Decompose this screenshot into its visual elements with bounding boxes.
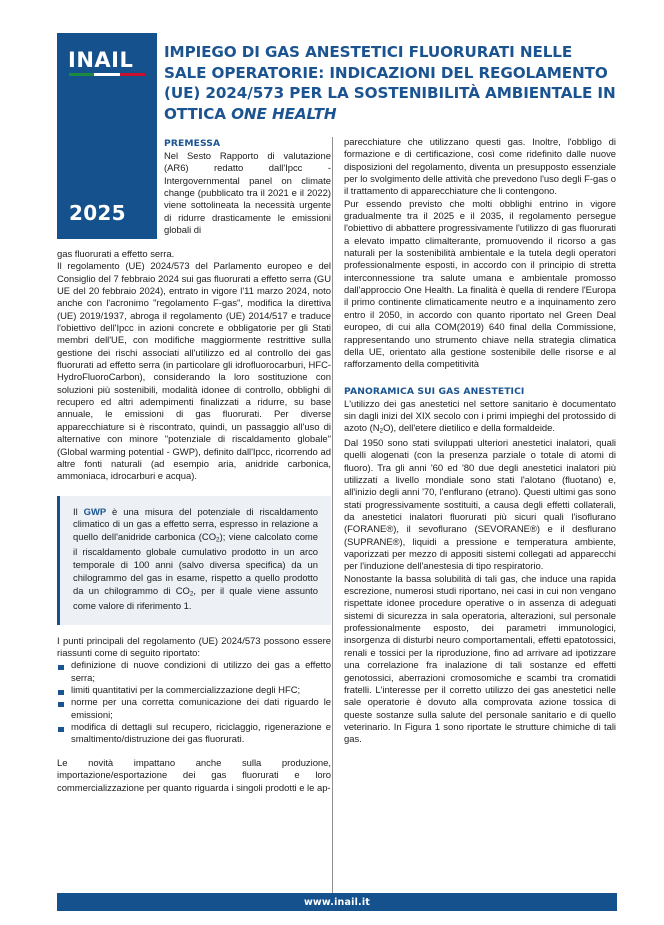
flag-green-stripe	[69, 73, 94, 76]
heading-panoramica: PANORAMICA SUI GAS ANESTETICI	[344, 385, 525, 397]
callout-accent-bar	[57, 496, 60, 625]
title-line-4: OTTICA	[164, 104, 232, 123]
masthead-block	[57, 33, 157, 239]
paragraph-regolamento: Il regolamento (UE) 2024/573 del Parlamento europeo e del Consiglio del 7 febbraio 2024 sui gas fluorurati a effetto serra (GU UE del 20 febbraio 2024), entrato in vigore l'11 marzo 2024, noto anche con l'acronimo "regolamento F-gas", modifica la direttiva (UE) 2019/1937, abroga il regolamento (UE) 2014/517 e traduce l'obiettivo dell'Ipcc in azioni concrete e obbligatorie per gli Stati membri dell'UE, con modifiche maggiormente restrittive sulla gestione dei rischi associati all'utilizzo ed al controllo dei gas fluorurati ad effetto serra (in particolare gli idrofluorocarburi, HFC-HydroFluoroCarbon), considerando la loro sostituzione con soluzioni più sostenibili, modalità idonee di controllo, obblighi di recupero ed altri adempimenti finalizzati a ridurre, su base annuale, le emissioni di gas fluorurati. Per diverse apparecchiature si è riscontrato, quindi, un passaggio all'uso di alternative con minore "potenziale di riscaldamento globale" (Global warming potential - GWP), definito dall'Ipcc, ricorrendo ad altre fonti naturali (ad esempio aria, anidride carbonica, ammoniaca, idrocarburi e acqua).	[57, 261, 331, 483]
callout-subscript-2: 2	[189, 590, 194, 598]
paragraph-utilizzo-part-2: O), dell'etere dietilico e della formaldeide.	[383, 423, 555, 435]
heading-premessa: PREMESSA	[164, 138, 221, 149]
footer-bar	[57, 893, 617, 911]
n2o-subscript: 2	[379, 427, 384, 435]
paragraph-premessa-continuation: gas fluorurati a effetto serra.	[57, 249, 175, 260]
spacer	[57, 747, 331, 758]
list-item: definizione di nuove condizioni di utilizzo dei gas a effetto serra;	[57, 660, 331, 685]
paragraph-premessa-indented: Nel Sesto Rapporto di valutazione (AR6) redatto dall'Ipcc - Intergovernmental panel on climate change (pubblicato tra il 2021 e il 2022) viene sottolineata la necessità urgente di ridurre drasticamente le emissioni globali di	[164, 151, 331, 237]
spacer	[57, 625, 331, 636]
right-column-body	[344, 137, 616, 747]
list-item: limiti quantitativi per la commercializzazione degli HFC;	[57, 685, 331, 697]
left-column-body	[57, 249, 331, 795]
callout-body-2: ); viene calcolato come il riscaldamento globale cumulativo prodotto in un arco temporale di 100 anni (salvo diversa specifica) da un chilogrammo del gas in esame, rispetto a quello prodotto da un chilogrammo di CO	[73, 532, 318, 597]
publication-year: 2025	[69, 201, 126, 225]
callout-subscript-1: 2	[216, 536, 220, 544]
inail-logo-text: INAIL	[68, 48, 134, 72]
italian-flag-rule-icon	[69, 73, 145, 76]
title-line-3: (UE) 2024/573 PER LA SOSTENIBILITÀ AMBIENTALE IN	[164, 84, 616, 102]
paragraph-utilizzo-part-1: L'utilizzo dei gas anestetici nel settore sanitario è documentato sin dagli inizi del XIX secolo con i primi impieghi del protossido di azoto (N	[344, 398, 616, 435]
paragraph-punti-intro: I punti principali del regolamento (UE) 2024/573 possono essere riassunti come di seguito riportato:	[57, 635, 331, 660]
title-line-2: SALE OPERATORIE: INDICAZIONI DEL REGOLAMENTO	[164, 63, 608, 82]
title-line-4-italic: ONE HEALTH	[231, 104, 337, 123]
left-column-top	[164, 137, 331, 237]
paragraph-novita: Le novità impattano anche sulla produzione, importazione/esportazione dei gas fluorurati e loro commercializzazione per quanto riguarda i singoli prodotti e le ap-	[57, 757, 331, 794]
callout-lead: Il	[73, 506, 84, 518]
title-line-1: IMPIEGO DI GAS ANESTETICI FLUORURATI NELLE	[164, 43, 573, 61]
gwp-definition-callout	[57, 496, 331, 625]
inail-logo-icon	[68, 49, 146, 79]
page-title	[164, 42, 616, 124]
flag-red-stripe	[120, 73, 145, 76]
list-item: norme per una corretta comunicazione dei dati riguardo le emissioni;	[57, 697, 331, 722]
paragraph-nonostante: Nonostante la bassa solubilità di tali gas, che induce una rapida escrezione, numerosi studi riportano, nei casi in cui non vengano rispettate idonee procedure operative o in assenza di adeguati sistemi di sicurezza in sala operatoria, alterazioni, sul personale professionalmente esposto, dei parametri immunologici, insorgenza di disturbi neuro comportamentali, effetti epatotossici, renali e tossici per la riproduzione, fino ad arrivare ad ipotizzare una correlazione fra inalazione di tali sostanze ed effetti genotossici, aberrazioni cromosomiche e scambi tra cromatidi fratelli. L'interesse per il corretto utilizzo dei gas anestetici nelle sale operatorie è dovuto alla comprovata azione tossica di queste sostanze sulla salute del personale sanitario e di quello veterinario. In Figura 1 sono riportate le strutture chimiche di tali gas.	[344, 573, 616, 746]
callout-body-1: è una misura del potenziale di riscaldamento climatico di un gas a effetto serra, espresso in relazione a quello dell'anidride carbonica (CO	[73, 506, 318, 544]
list-item: modifica di dettagli sul recupero, riciclaggio, rigenerazione e smaltimento/distruzione dei gas fluorurati.	[57, 722, 331, 747]
callout-body-3: , per il quale viene assunto come valore di riferimento 1.	[73, 585, 319, 612]
paragraph-pur-essendo: Pur essendo previsto che molti obblighi entrino in vigore gradualmente tra il 2025 e il 2035, il regolamento persegue l'obiettivo di abbattere progressivamente l'utilizzo di gas fluorurati a elevato impatto climalterante, promuovendo il ricorso a gas naturali per la sostenibilità ambientale e la tutela degli operatori professionalmente esposti, in accordo con il principio di stretta interconnessione tra salute umana e ambientale promosso dall'approccio One Health. La finalità è quella di rendere l'Europa il primo continente climaticamente neutro e a inquinamento zero entro il 2050, in accordo con quanto riportato nel Green Deal europeo, di cui alla COM(2019) 640 final della Commissione, rappresentando uno strumento chiave nella strategia climatica della UE, orientato alla gestione sostenibile delle risorse e al rafforzamento della competitività	[344, 198, 616, 371]
paragraph-dal-1950: Dal 1950 sono stati sviluppati ulteriori anestetici inalatori, quali quelli alogenati (con la presenza parziale o totale di atomi di fluoro). Tra gli anni '60 ed '80 due degli anestetici inalatori più utilizzati a livello mondiale sono stati l'alotano (fluotano) e, all'inizio degli anni '70, l'enflurano (etrano). Questi ultimi gas sono stati progressivamente sostituiti, a causa degli effetti collaterali, da anestetici inalatori fluorurati più sicuri quali l'isoflurano (FORANE®), il sevoflurano (SEVORANE®) e il desflurano (SUPRANE®), liquidi a pressione e temperatura ambiente, vaporizzati per mezzo di appositi sistemi collegati ad apparecchi per l'induzione dell'anestesia di tipo respiratorio.	[344, 437, 616, 573]
callout-keyword-gwp: GWP	[83, 506, 107, 518]
flag-white-stripe	[94, 73, 119, 76]
footer-url[interactable]: www.inail.it	[303, 896, 371, 908]
regulation-points-list	[57, 660, 331, 746]
paragraph-apparecchiature: parecchiature che utilizzano questi gas. Inoltre, l'obbligo di formazione e di certificazione, così come ridefinito dalle nuove disposizioni del regolamento, diventa un presupposto essenziale per lo svolgimento delle attività che prevedono l'uso degli F-gas o il trattamento di apparecchiature che li contengono.	[344, 137, 616, 198]
column-divider	[332, 137, 333, 901]
paragraph-utilizzo-gas-anestetici	[344, 399, 616, 438]
